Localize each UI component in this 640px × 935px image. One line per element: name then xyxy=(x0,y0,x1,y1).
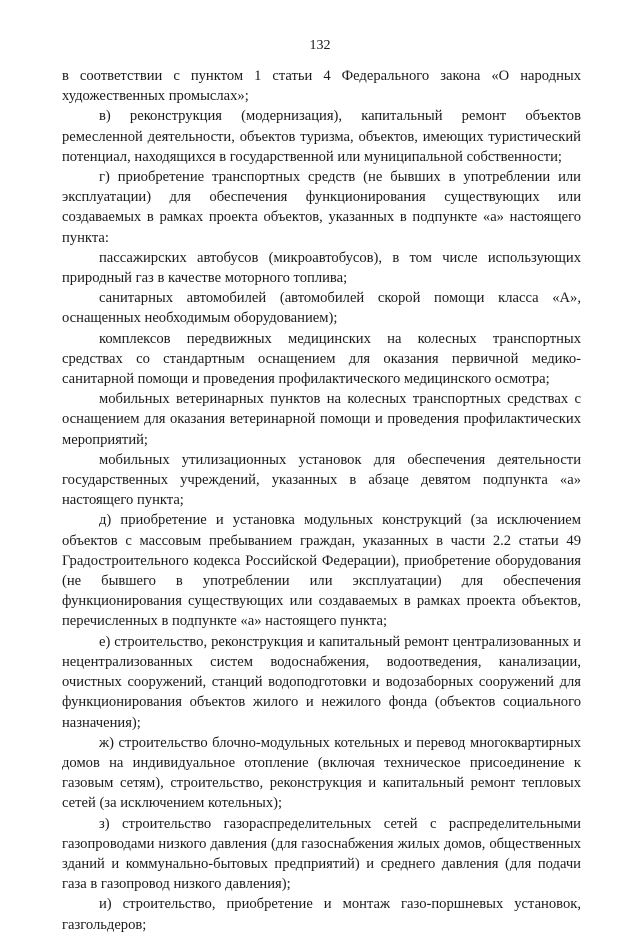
paragraph-continuation: в соответствии с пунктом 1 статьи 4 Федерального закона «О народных художественных промыслах»; xyxy=(62,68,581,105)
paragraph-item-zh: ж) строительство блочно-модульных котельных и перевод многоквартирных домов на индивидуальное отопление (включая техническое присоединение к газовым сетям), строительство, реконструкция и капитальный ремонт тепловых сетей (за исключением котельных); xyxy=(62,734,581,812)
paragraph-item-z: з) строительство газораспределительных сетей с распределительными газопроводами низкого давления (для газоснабжения жилых домов, общественных зданий и коммунально-бытовых предприятий) и среднего давления (для подачи газа в газопровод низкого давления); xyxy=(62,815,581,893)
paragraph-item-v: в) реконструкция (модернизация), капитальный ремонт объектов ремесленной деятельности, объектов туризма, объектов, имеющих туристический потенциал, находящихся в государственной или муниципальной собственности; xyxy=(62,108,581,165)
paragraph-veterinary-points: мобильных ветеринарных пунктов на колесных транспортных средствах с оснащением для оказания ветеринарной помощи и проведения профилактических мероприятий; xyxy=(62,391,581,448)
page-number: 132 xyxy=(309,38,331,53)
paragraph-item-g: г) приобретение транспортных средств (не бывших в употреблении или эксплуатации) для обеспечения функционирования существующих или создаваемых в рамках проекта объектов, указанных в подпункте «а» настоящего пункта: xyxy=(62,169,581,246)
paragraph-ambulances: санитарных автомобилей (автомобилей скорой помощи класса «А», оснащенных необходимым оборудованием); xyxy=(62,290,581,327)
paragraph-utilization-units: мобильных утилизационных установок для обеспечения деятельности государственных учреждений, указанных в абзаце девятом подпункта «а» настоящего пункта; xyxy=(62,451,581,509)
document-body xyxy=(62,66,581,935)
paragraph-item-e: е) строительство, реконструкция и капитальный ремонт централизованных и нецентрализованных систем водоснабжения, водоотведения, канализации, очистных сооружений, станций водоподготовки и водозаборных сооружений для функционирования объектов жилого и нежилого фонда (объектов социального назначения); xyxy=(62,633,581,731)
paragraph-item-i: и) строительство, приобретение и монтаж газо-поршневых установок, газгольдеров; xyxy=(62,896,581,933)
paragraph-buses: пассажирских автобусов (микроавтобусов), в том числе использующих природный газ в качестве моторного топлива; xyxy=(62,249,581,287)
paragraph-item-d: д) приобретение и установка модульных конструкций (за исключением объектов с массовым пребыванием граждан, указанных в части 2.2 статьи 49 Градостроительного кодекса Российской Федерации), приобретение оборудования (не бывшего в употреблении или эксплуатации) для обеспечения функционирования существующих или создаваемых в рамках проекта объектов, перечисленных в подпункте «а» настоящего пункта; xyxy=(62,512,581,630)
paragraph-medical-complexes: комплексов передвижных медицинских на колесных транспортных средствах со стандартным оснащением для оказания первичной медико-санитарной помощи и проведения профилактического медицинского осмотра; xyxy=(62,330,581,388)
